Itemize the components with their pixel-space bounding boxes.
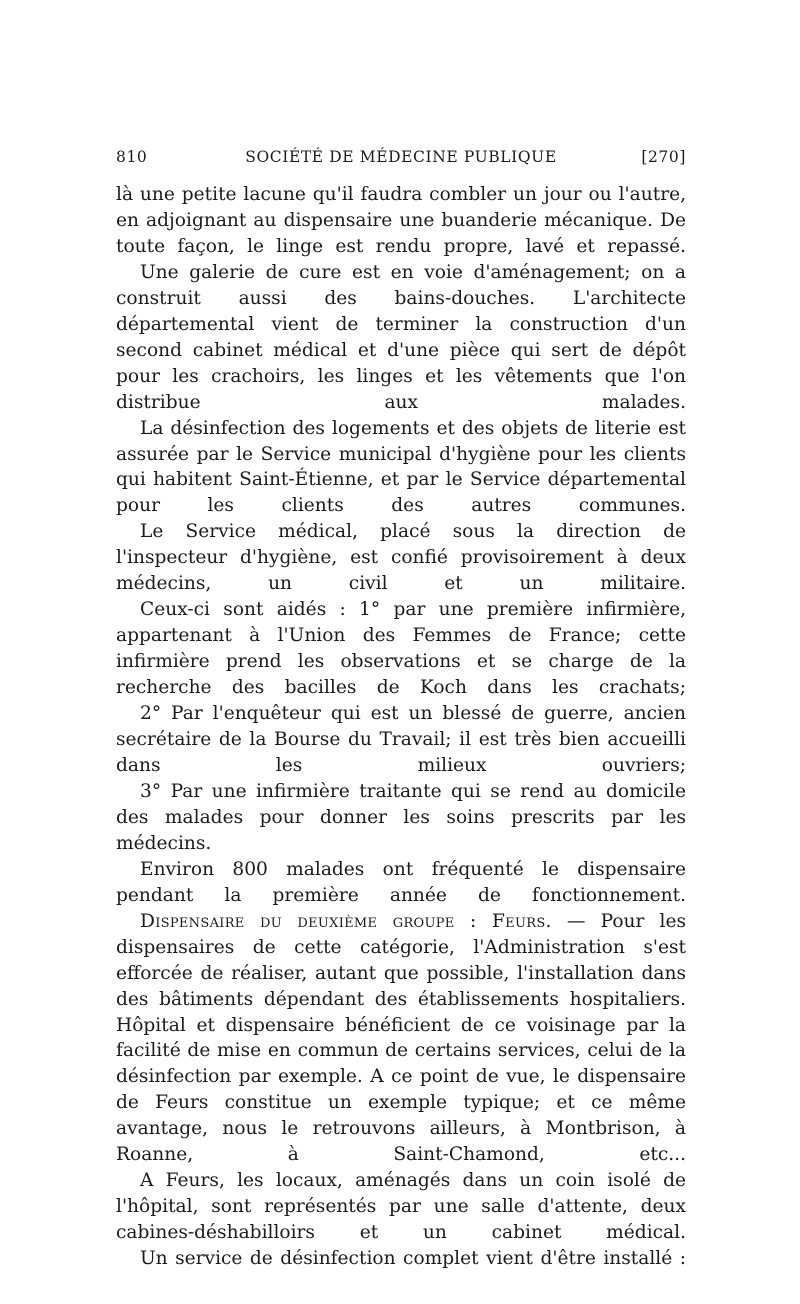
paragraph-patients-count: Environ 800 malades ont fréquenté le dispensaire pendant la première année de fonctionnement. xyxy=(116,858,686,906)
paragraph-gallery: Une galerie de cure est en voie d'aménagement; on a construit aussi des bains-douches. L'architecte départemental vient de terminer la construction d'un second cabinet médical et d'une pièce qui sert de dépôt pour les crachoirs, les linges et les vêtements que l'on distribue aux malades. xyxy=(116,261,686,413)
paragraph-feurs-premises: A Feurs, les locaux, aménagés dans un coin isolé de l'hôpital, sont représentés par une salle d'attente, deux cabines-déshabilloirs et un cabinet médical. xyxy=(116,1170,686,1244)
section-heading-feurs: Dispensaire du deuxième groupe : Feurs. xyxy=(140,910,552,932)
paragraph-second-group-text: — Pour les dispensaires de cette catégorie, l'Administration s'est efforcée de réaliser, autant que possible, l'installation dans des bâtiments dépendant des établissements hospitaliers. Hôpital et dispensaire bénéficient de ce voisinage par la facilité de mise en commun de certains services, celui de la désinfection par exemple. A ce point de vue, le dispensaire de Feurs constitue un exemple typique; et ce même avantage, nous le retrouvons ailleurs, à Montbrison, à Roanne, à Saint-Chamond, etc... xyxy=(116,910,686,1166)
paragraph-investigator: 2° Par l'enquêteur qui est un blessé de guerre, ancien secrétaire de la Bourse du Travail; il est très bien accueilli dans les milieux ouvriers; xyxy=(116,703,686,776)
paragraph-second-group xyxy=(116,909,686,1169)
paragraph-disinfection: La désinfection des logements et des objets de literie est assurée par le Service municipal d'hygiène pour les clients qui habitent Saint-Étienne, et par le Service départemental pour les clients des autres communes. xyxy=(116,417,686,517)
page-number: 810 xyxy=(116,148,148,166)
bracket-reference: [270] xyxy=(641,148,686,166)
body-text xyxy=(116,182,686,1272)
paragraph-disinfection-service: Un service de désinfection complet vient d'être installé : xyxy=(140,1248,686,1270)
paragraph-nurse-three: 3° Par une infirmière traitante qui se rend au domicile des malades pour donner les soins prescrits par les médecins. xyxy=(116,780,686,854)
paragraph-linen: là une petite lacune qu'il faudra combler un jour ou l'autre, en adjoignant au dispensaire une buanderie mécanique. De toute façon, le linge est rendu propre, lavé et repassé. xyxy=(116,184,686,257)
running-title: SOCIÉTÉ DE MÉDECINE PUBLIQUE xyxy=(245,148,557,166)
paragraph-nurse-one: Ceux-ci sont aidés : 1° par une première infirmière, appartenant à l'Union des Femmes de France; cette infirmière prend les observations et se charge de la recherche des bacilles de Koch dans les crachats; xyxy=(116,599,686,699)
running-header xyxy=(116,148,686,176)
paragraph-medical-service: Le Service médical, placé sous la direction de l'inspecteur d'hygiène, est confié provisoirement à deux médecins, un civil et un militaire. xyxy=(116,521,686,595)
